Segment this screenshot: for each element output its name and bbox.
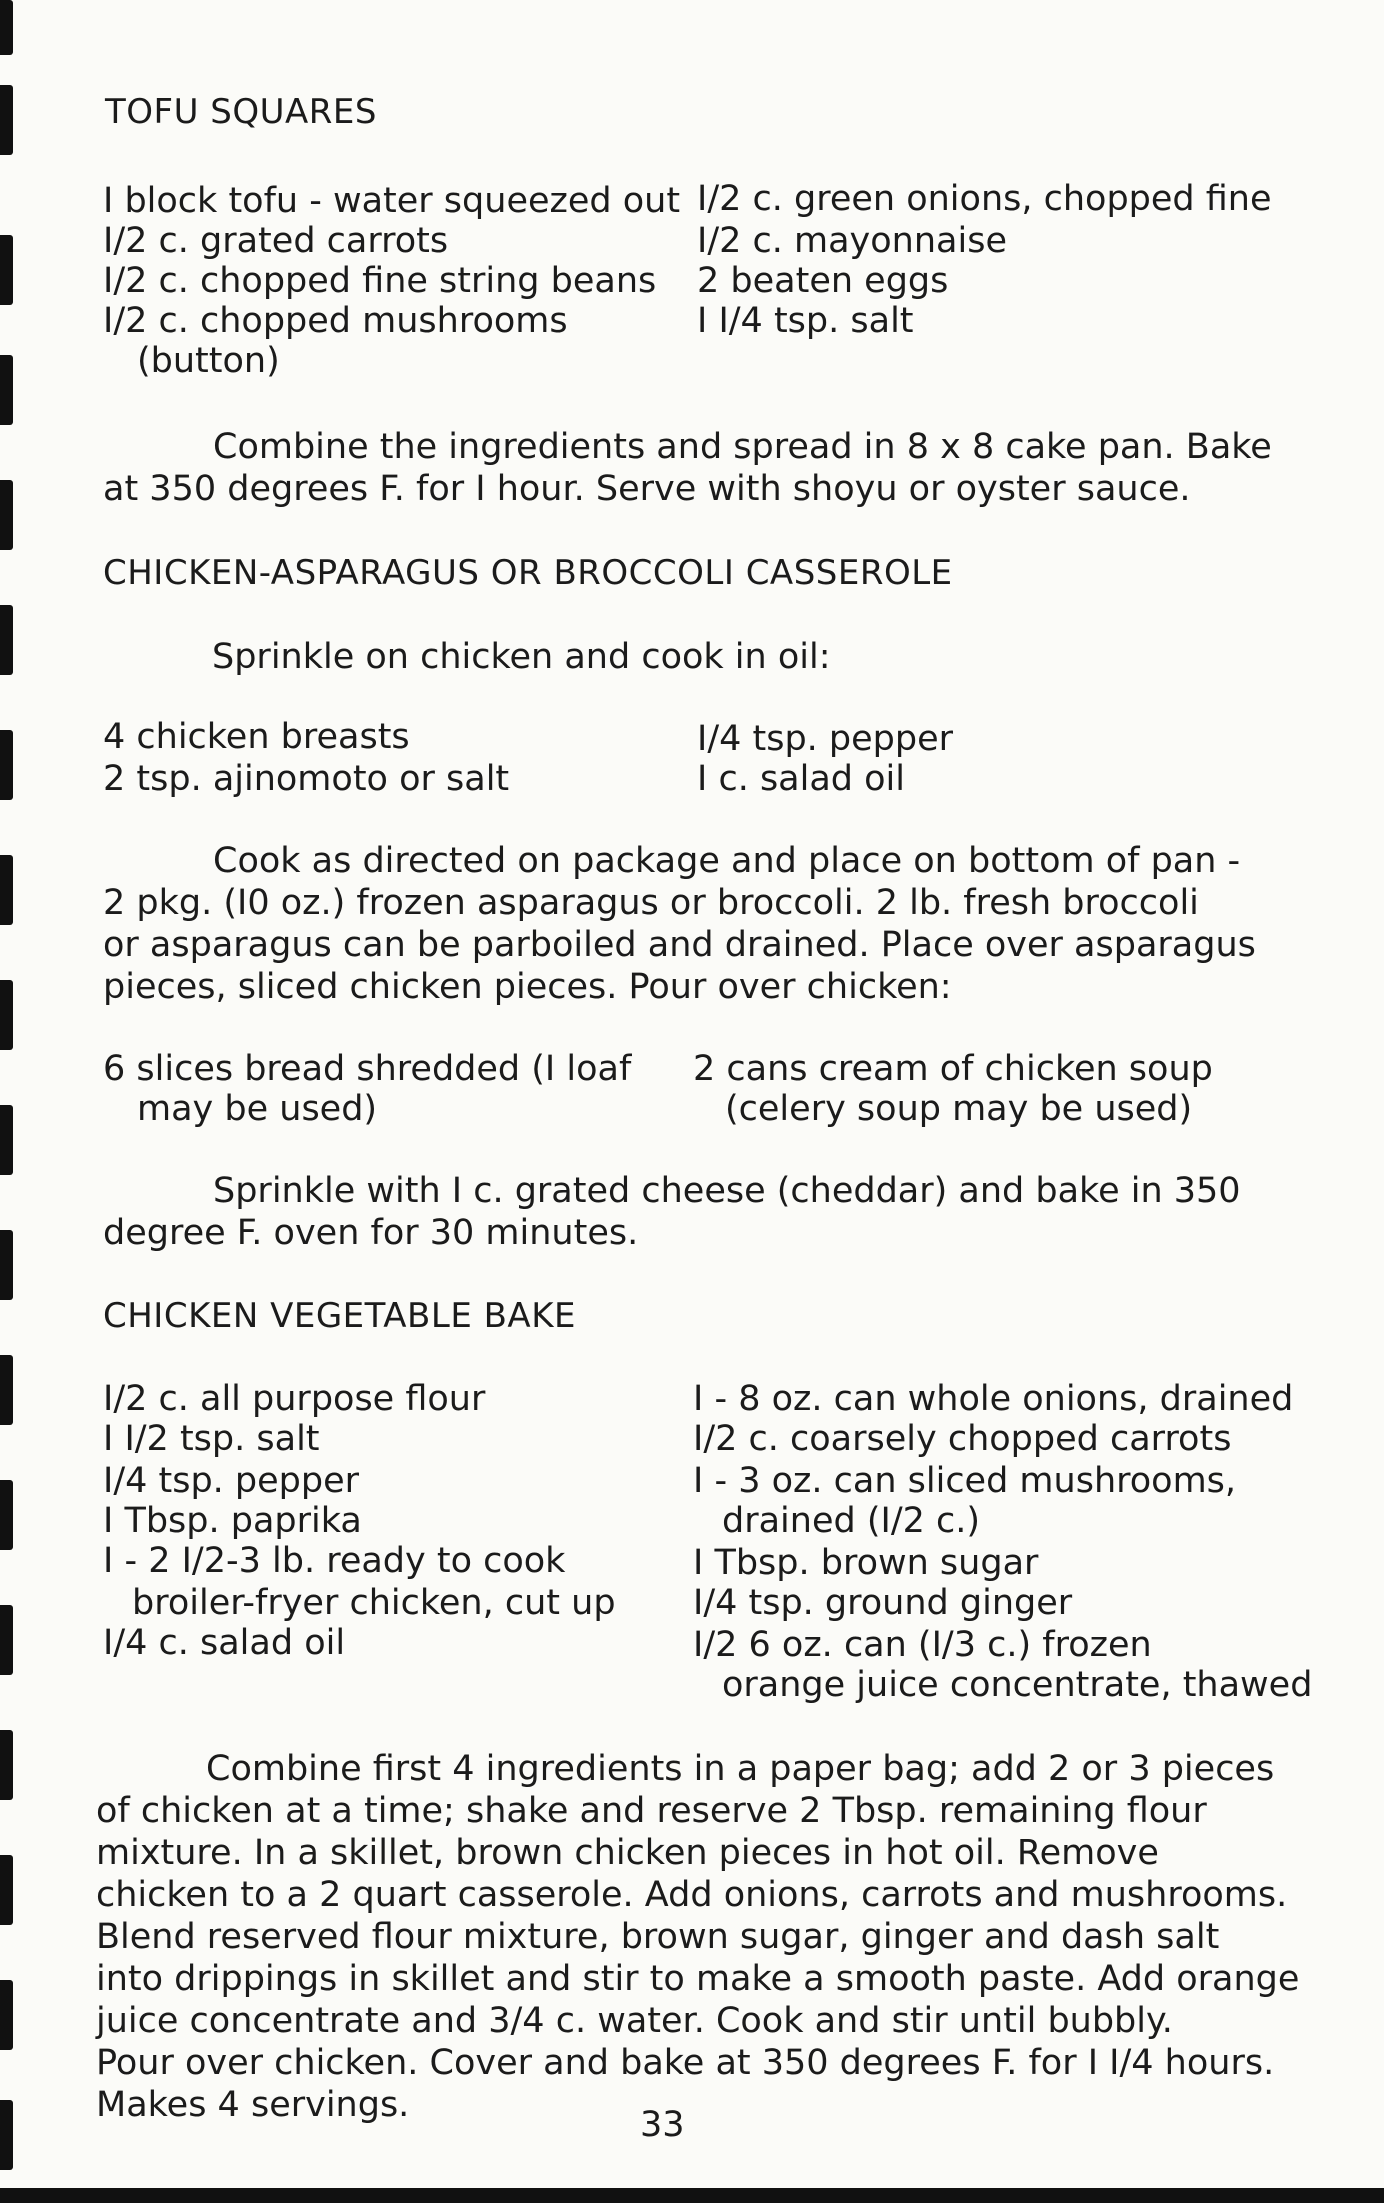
recipe-title-tofu-squares: TOFU SQUARES xyxy=(105,92,377,132)
ingredient-line: I block tofu - water squeezed out xyxy=(103,181,681,221)
ingredient-line: I/4 tsp. pepper xyxy=(697,719,954,759)
ingredient-line: broiler-fryer chicken, cut up xyxy=(132,1583,616,1623)
instruction-line: Sprinkle with I c. grated cheese (cheddar) and bake in 350 xyxy=(213,1171,1241,1211)
instruction-line: Sprinkle on chicken and cook in oil: xyxy=(212,637,831,677)
ingredient-line: I c. salad oil xyxy=(697,759,906,799)
ingredient-line: I Tbsp. paprika xyxy=(103,1501,362,1541)
ingredient-line: I/2 c. grated carrots xyxy=(103,221,449,261)
ingredient-line: I/2 c. chopped fine string beans xyxy=(103,261,657,301)
instruction-line: at 350 degrees F. for I hour. Serve with shoyu or oyster sauce. xyxy=(103,469,1191,509)
ingredient-line: may be used) xyxy=(137,1089,378,1129)
ingredient-line: 2 tsp. ajinomoto or salt xyxy=(103,759,510,799)
ingredient-line: I Tbsp. brown sugar xyxy=(693,1543,1039,1583)
ingredient-line: 2 cans cream of chicken soup xyxy=(693,1049,1213,1089)
instruction-line: Blend reserved flour mixture, brown sugar, ginger and dash salt xyxy=(96,1917,1220,1957)
recipe-instructions xyxy=(103,426,1272,510)
ingredient-line: I - 2 I/2-3 lb. ready to cook xyxy=(103,1541,566,1581)
ingredient-line: I/2 c. green onions, chopped fine xyxy=(697,179,1272,219)
instruction-line: into drippings in skillet and stir to make a smooth paste. Add orange xyxy=(96,1959,1300,1999)
instruction-line: degree F. oven for 30 minutes. xyxy=(103,1213,639,1253)
instruction-line: Cook as directed on package and place on bottom of pan - xyxy=(213,841,1241,881)
ingredient-line: I/4 c. salad oil xyxy=(103,1623,346,1663)
ingredient-line: (celery soup may be used) xyxy=(725,1089,1193,1129)
ingredient-line: I I/2 tsp. salt xyxy=(103,1419,320,1459)
ingredient-line: I - 3 oz. can sliced mushrooms, xyxy=(693,1461,1237,1501)
ingredient-line: I/2 6 oz. can (I/3 c.) frozen xyxy=(693,1625,1152,1665)
recipe-instructions xyxy=(103,840,1256,1008)
instruction-line: juice concentrate and 3/4 c. water. Cook and stir until bubbly. xyxy=(96,2001,1173,2041)
ingredient-line: I/2 c. all purpose flour xyxy=(103,1379,486,1419)
instruction-line: pieces, sliced chicken pieces. Pour over chicken: xyxy=(103,967,952,1007)
instruction-line: Makes 4 servings. xyxy=(96,2085,410,2125)
instruction-line: chicken to a 2 quart casserole. Add onions, carrots and mushrooms. xyxy=(96,1875,1288,1915)
ingredient-line: I I/4 tsp. salt xyxy=(697,301,914,341)
ingredient-line: I/2 c. mayonnaise xyxy=(697,221,1007,261)
ingredient-line: orange juice concentrate, thawed xyxy=(722,1665,1313,1705)
instruction-line: 2 pkg. (I0 oz.) frozen asparagus or broccoli. 2 lb. fresh broccoli xyxy=(103,883,1199,923)
page-number: 33 xyxy=(640,2105,685,2145)
recipe-title-chicken-asparagus: CHICKEN-ASPARAGUS OR BROCCOLI CASSEROLE xyxy=(103,553,953,593)
ingredient-line: drained (I/2 c.) xyxy=(722,1501,981,1541)
instruction-line: Combine first 4 ingredients in a paper bag; add 2 or 3 pieces xyxy=(206,1749,1275,1789)
ingredient-line: 2 beaten eggs xyxy=(697,261,949,301)
page-bottom-edge xyxy=(0,2188,1384,2203)
instruction-line: Pour over chicken. Cover and bake at 350 degrees F. for I I/4 hours. xyxy=(96,2043,1275,2083)
recipe-instructions xyxy=(96,1748,1299,2126)
ingredient-line: I - 8 oz. can whole onions, drained xyxy=(693,1379,1294,1419)
instruction-line: Combine the ingredients and spread in 8 x 8 cake pan. Bake xyxy=(213,427,1272,467)
instruction-line: or asparagus can be parboiled and drained. Place over asparagus xyxy=(103,925,1256,965)
ingredient-line: I/4 tsp. pepper xyxy=(103,1461,360,1501)
ingredient-line: I/4 tsp. ground ginger xyxy=(693,1583,1073,1623)
recipe-title-chicken-vegetable-bake: CHICKEN VEGETABLE BAKE xyxy=(103,1296,576,1336)
ingredient-line: I/2 c. coarsely chopped carrots xyxy=(693,1419,1232,1459)
ingredient-line: 4 chicken breasts xyxy=(103,717,410,757)
instruction-line: of chicken at a time; shake and reserve 2 Tbsp. remaining flour xyxy=(96,1791,1207,1831)
ingredient-line: (button) xyxy=(137,341,280,381)
ingredient-line: I/2 c. chopped mushrooms xyxy=(103,301,568,341)
recipe-instructions xyxy=(103,1170,1241,1254)
ingredient-line: 6 slices bread shredded (I loaf xyxy=(103,1049,632,1089)
instruction-line: mixture. In a skillet, brown chicken pieces in hot oil. Remove xyxy=(96,1833,1159,1873)
